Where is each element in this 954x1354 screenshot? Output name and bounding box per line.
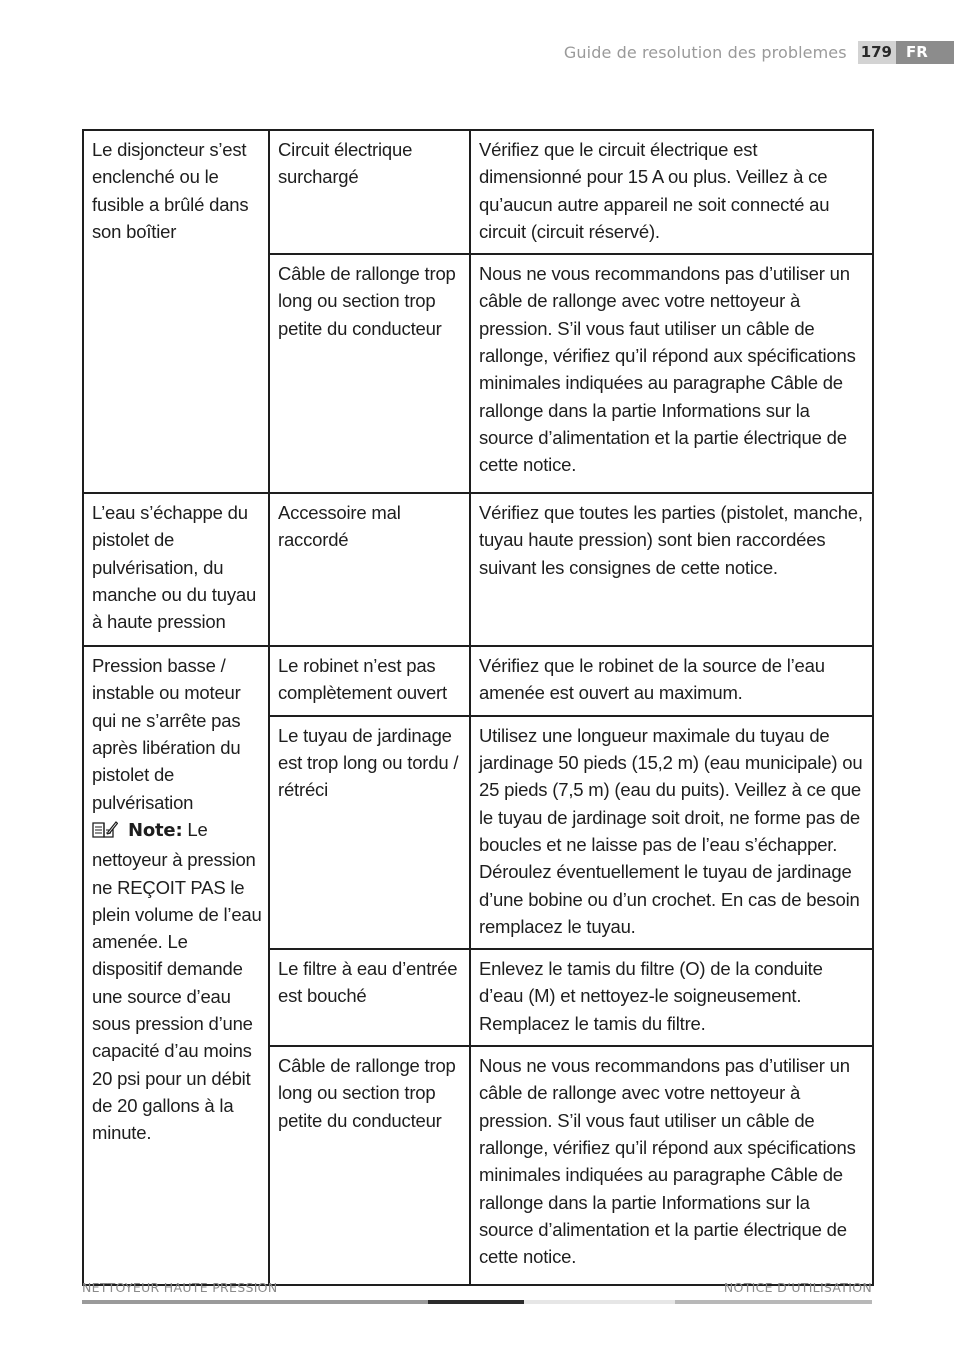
cause-cell: Câble de rallonge trop long ou section trop petite du conducteur: [269, 1046, 470, 1285]
solution-cell: Nous ne vous recommandons pas d’utiliser un câble de rallonge avec votre nettoyeur à pression. S’il vous faut utiliser un câble de rallonge, vérifiez qu’il répond aux spécifications minimales indiquées au paragraphe Câble de rallonge dans la partie Informations sur la source d’alimentation et la partie électrique de cette notice.: [470, 1046, 873, 1285]
solution-cell: Enlevez le tamis du filtre (O) de la conduite d’eau (M) et nettoyez-le soigneusement. Remplacez le tamis du filtre.: [470, 949, 873, 1046]
footer-product-name: NETTOYEUR HAUTE PRESSION: [82, 1280, 278, 1295]
problem-cell: [83, 646, 269, 1285]
troubleshooting-table: [82, 129, 874, 1286]
cause-cell: Le tuyau de jardinage est trop long ou tordu / rétréci: [269, 716, 470, 949]
cause-cell: Le robinet n’est pas complètement ouvert: [269, 646, 470, 716]
problem-text: Pression basse / instable ou moteur qui ne s’arrête pas après libération du pistolet de pulvérisation: [92, 655, 241, 813]
page-number: 179: [858, 41, 896, 64]
cause-cell: Le filtre à eau d’entrée est bouché: [269, 949, 470, 1046]
footer-rule: [82, 1300, 872, 1304]
table-row: [83, 130, 873, 254]
solution-cell: Vérifiez que le robinet de la source de l’eau amenée est ouvert au maximum.: [470, 646, 873, 716]
solution-cell: Vérifiez que le circuit électrique est dimensionné pour 15 A ou plus. Veillez à ce qu’aucun autre appareil ne soit connecté au circuit (circuit réservé).: [470, 130, 873, 254]
note-text: Le nettoyeur à pression ne REÇOIT PAS le plein volume de l’eau amenée. Le dispositif demande une source d’eau sous pression d’une capacité d’au moins 20 psi pour un débit de 20 gallons à la minute.: [92, 818, 262, 1144]
problem-cell: Le disjoncteur s’est enclenché ou le fusible a brûlé dans son boîtier: [83, 130, 269, 493]
problem-cell: L’eau s’échappe du pistolet de pulvérisation, du manche ou du tuyau à haute pression: [83, 493, 269, 646]
note-label: Note:: [128, 819, 183, 841]
footer-document-type: NOTICE D’UTILISATION: [723, 1280, 872, 1295]
cause-cell: Câble de rallonge trop long ou section trop petite du conducteur: [269, 254, 470, 493]
page-header: [564, 41, 954, 64]
solution-cell: Nous ne vous recommandons pas d’utiliser un câble de rallonge avec votre nettoyeur à pression. S’il vous faut utiliser un câble de rallonge, vérifiez qu’il répond aux spécifications minimales indiquées au paragraphe Câble de rallonge dans la partie Informations sur la source d’alimentation et la partie électrique de cette notice.: [470, 254, 873, 493]
cause-cell: Accessoire mal raccordé: [269, 493, 470, 646]
note-book-icon: [92, 819, 118, 846]
solution-cell: Utilisez une longueur maximale du tuyau de jardinage 50 pieds (15,2 m) (eau municipale) ou 25 pieds (7,5 m) (eau du puits). Veillez à ce que le tuyau de jardinage soit droit, ne forme pas de boucles et ne laisse pas de l’eau s’échapper. Déroulez éventuellement le tuyau de jardinage d’une bobine ou d’un crochet. En cas de besoin remplacez le tuyau.: [470, 716, 873, 949]
solution-cell: Vérifiez que toutes les parties (pistolet, manche, tuyau haute pression) sont bien raccordées suivant les consignes de cette notice.: [470, 493, 873, 646]
table-row: [83, 646, 873, 716]
language-tab: FR: [896, 41, 954, 64]
table-row: [83, 493, 873, 646]
section-title: Guide de resolution des problemes: [563, 43, 847, 62]
cause-cell: Circuit électrique surchargé: [269, 130, 470, 254]
